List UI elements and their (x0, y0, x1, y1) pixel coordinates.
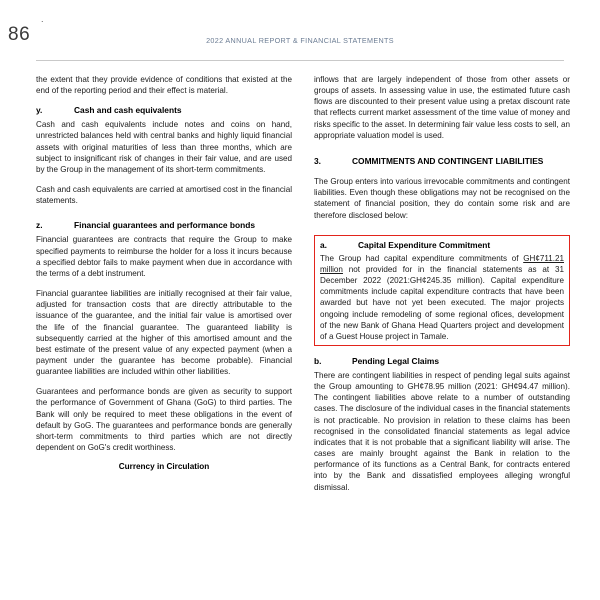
subsection-heading-a (320, 240, 564, 250)
page-number: 86 (8, 24, 31, 45)
paragraph: The Group enters into various irrevocable commitments and contingent liabilities. Even though these obligations may not be recognised on the statement of financial position, they do contain some risk and are therefore disclosed below: (314, 177, 570, 220)
paragraph: Guarantees and performance bonds are given as security to support the performance of Government of Ghana (GoG) to third parties. The Bank will only be required to meet these obligations in the event of default by GoG. The guarantees and performance bonds are generally short-term commitments to third parties which are not directly dependent on GoG's credit worthiness. (36, 387, 292, 453)
pending-legal-claims-text: There are contingent liabilities in respect of pending legal suits against the Group amounting to GH¢78.95 million (2021: GH¢94.47 million). The contingent liabilities above relate to a number of outstanding cases. The disclosure of the individual cases in the financial statements is not practicable. No provision in relation to these claims has been recognised in the consolidated financial statements as legal advice indicates that it is not probable that a significant liability will arise. The cases are mainly brought against the Bank in relation to the performance of its functions as a Central Bank, for contracts entered into by the Bank and dissatisfied employees alleging wrongful dismissal. (314, 371, 570, 492)
subsection-marker-a: a. (320, 239, 327, 250)
section-heading-3 (314, 155, 570, 167)
two-column-body (36, 74, 570, 596)
paragraph: Financial guarantee liabilities are initially recognised at their fair value, adjusted for transaction costs that are directly attributable to the issuance of the guarantee, and the initial fair value is amortised over the life of the financial guarantee. The guaranteed liability is subsequently carried at the higher of this amortised amount and the best estimate of the present value of any expected payment (when a payment under the guarantee has become probable). Financial guarantee liabilities are included within other liabilities. (36, 289, 292, 377)
section-title-3: COMMITMENTS AND CONTINGENT LIABILITIES (352, 155, 544, 166)
capital-expenditure-text (320, 253, 564, 342)
section-heading-z (36, 220, 292, 230)
paragraph: Financial guarantees are contracts that require the Group to make specified payments to reimburse the holder for a loss it incurs because a specified debtor fails to make payment when due in accordance with the terms of a debt instrument. (36, 235, 292, 278)
left-column (36, 74, 292, 596)
left-continued-paragraph: the extent that they provide evidence of conditions that existed at the end of the reporting period and their effect is material. (36, 75, 292, 96)
paragraph: Cash and cash equivalents are carried at amortised cost in the financial statements. (36, 185, 292, 206)
corner-mark: . (41, 14, 44, 24)
underlined-amount: GH¢711.21 million (320, 253, 564, 274)
paragraph: Cash and cash equivalents include notes and coins on hand, unrestricted balances held with central banks and highly liquid financial assets with original maturities of less than three months, which are subject to insignificant risk of changes in their fair value, and are used by the Group in the management of its short-term commitments. (36, 120, 292, 174)
section-title-y: Cash and cash equivalents (74, 105, 182, 116)
subsection-title-a: Capital Expenditure Commitment (358, 239, 491, 250)
right-column (314, 74, 570, 596)
subsection-title-b: Pending Legal Claims (352, 356, 440, 366)
text-after-amount: not provided for in the financial statements as at 31 December 2022 (2021:GH¢245.35 million). Capital expenditure commitments include capital expenditure contracts that have been awarded but have not yet been executed. The major projects ongoing include remodeling of some regional ofices, development of the new Bank of Ghana Head Quarters project and development of a Guest House project in Tamale. (320, 264, 564, 341)
section-marker-y: y. (36, 105, 43, 116)
section-marker-3: 3. (314, 155, 321, 166)
running-head: 2022 ANNUAL REPORT & FINANCIAL STATEMENTS (206, 36, 394, 45)
right-continued-paragraph: inflows that are largely independent of those from other assets or groups of assets. In assessing value in use, the estimated future cash flows are discounted to their present value using a pretax discount rate that reflects current market assessment of the time value of money and risks specific to the asset. In determining fair value less costs to sell, an appropriate valuation model is used. (314, 75, 570, 140)
subsection-heading-b (314, 356, 570, 366)
subsection-marker-b: b. (314, 356, 322, 366)
section-marker-z: z. (36, 220, 43, 231)
cut-off-heading: Currency in Circulation (118, 462, 210, 472)
header-divider (36, 60, 564, 61)
text-before-amount: The Group had capital expenditure commitments of (320, 253, 524, 263)
section-title-z: Financial guarantees and performance bonds (74, 220, 256, 231)
section-heading-y (36, 105, 292, 115)
capital-expenditure-highlight-box (314, 235, 570, 346)
